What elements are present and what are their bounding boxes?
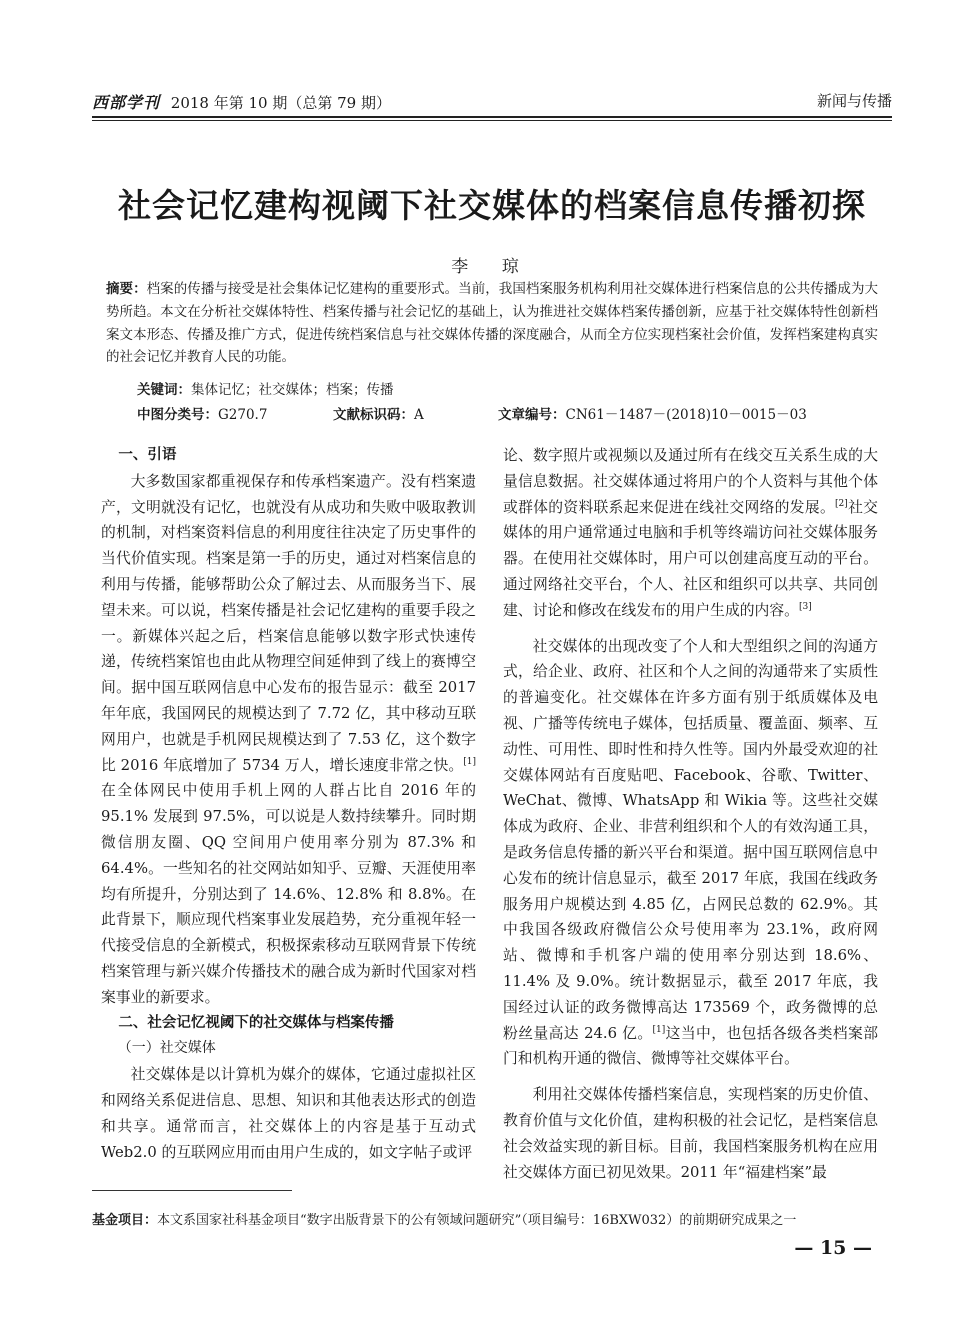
paragraph: 利用社交媒体传播档案信息，实现档案的历史价值、教育价值与文化价值，建构积极的社会记忆，是档案信息社会效益实现的新目标。目前，我国档案服务机构在应用社交媒体方面已初见效果。2011 年“福建档案”最: [503, 1086, 878, 1181]
paragraph: [503, 443, 878, 624]
article-author: 李 琼: [451, 257, 533, 277]
section-name: 新闻与传播: [816, 92, 892, 110]
keywords-text: 集体记忆；社交媒体；档案；传播: [191, 382, 394, 398]
funding-footnote: [92, 1209, 796, 1228]
article-title: 社会记忆建构视阈下社交媒体的档案信息传播初探: [118, 186, 866, 225]
paragraph-text: 这当中，也包括各级各类档案部门和机构开通的微信、微博等社交媒体平台。: [503, 1024, 878, 1068]
keywords-label: 关键词：: [137, 382, 191, 398]
issue-info: 2018 年第 10 期（总第 79 期）: [170, 94, 391, 112]
journal-issue-line: [92, 90, 391, 113]
keywords: [137, 378, 394, 398]
article-number: [498, 403, 807, 423]
article-meta: [137, 403, 897, 425]
clc-value: G270.7: [218, 407, 268, 423]
doc-code-label: 文献标识码：: [333, 407, 414, 423]
header-rule-thick: [92, 116, 892, 118]
abstract-label: 摘要：: [106, 281, 147, 297]
paragraph: 社交媒体是以计算机为媒介的媒体，它通过虚拟社区和网络关系促进信息、思想、知识和其他表达形式的创造和共享。通常而言，社交媒体上的内容是基于互动式 Web2.0 的互联网应用而由用户生成的，如文字帖子或评: [101, 1066, 476, 1161]
funding-label: 基金项目：: [92, 1213, 158, 1228]
article-no-value: CN61－1487－(2018)10－0015－03: [565, 407, 807, 423]
citation-ref: [2]: [835, 498, 848, 509]
running-head: [92, 86, 892, 116]
paragraph-text: 社交媒体的出现改变了个人和大型组织之间的沟通方式，给企业、政府、社区和个人之间的沟通带来了实质性的普遍变化。社交媒体在许多方面有别于纸质媒体及电视、广播等传统电子媒体，包括质量、覆盖面、频率、互动性、可用性、即时性和持久性等。国内外最受欢迎的社交媒体网站有百度贴吧、Facebook、谷歌、Twitter、WeChat、微博、WhatsApp 和 Wikia 等。这些社交媒体成为政府、企业、非营利组织和个人的有效沟通工具，是政务信息传播的新兴平台和渠道。据中国互联网信息中心发布的统计信息显示，截至 2017 年底，我国在线政务服务用户规模达到 4.85 亿，占网民总数的 62.9%。其中我国各级政府微信公众号使用率为 23.1%，政府网站、微博和手机客户端的使用率分别达到 18.6%、11.4% 及 9.0%。统计数据显示，截至 2017 年底，我国经过认证的政务微博高达 173569 个，政务微博的总粉丝量高达 24.6 亿。: [503, 637, 878, 1042]
document-code: [333, 403, 424, 423]
funding-text: 本文系国家社科基金项目“数字出版背景下的公有领域问题研究”（项目编号：16BXW032）的前期研究成果之一: [157, 1213, 797, 1228]
paragraph-text: 大多数国家都重视保存和传承档案遗产。没有档案遗产，文明就没有记忆，也就没有从成功和失败中吸取教训的机制，对档案资料信息的利用度往往决定了历史事件的当代价值实现。档案是第一手的历史，通过对档案信息的利用与传播，能够帮助公众了解过去、从而服务当下、展望未来。可以说，档案传播是社会记忆建构的重要手段之一。新媒体兴起之后，档案信息能够以数字形式快速传递，传统档案馆也由此从物理空间延伸到了线上的赛博空间。据中国互联网信息中心发布的报告显示：截至 2017 年年底，我国网民的规模达到了 7.72 亿，其中移动互联网用户，也就是手机网民规模达到了 7.53 亿，这个数字比 2016 年底增加了 5734 万人，增长速度非常之快。: [101, 472, 476, 774]
body-column-left: [101, 443, 476, 1165]
subsection-heading-social-media: （一）社交媒体: [117, 1040, 216, 1057]
page-number: — 15 —: [794, 1237, 872, 1259]
section-heading-intro: 一、引语: [118, 447, 177, 463]
paragraph-text: 社交媒体的用户通常通过电脑和手机等终端访问社交媒体服务器。在使用社交媒体时，用户可以创建高度互动的平台。通过网络社交平台，个人、社区和组织可以共享、共同创建、讨论和修改在线发布的用户生成的内容。: [503, 498, 878, 619]
paragraph-text: 在全体网民中使用手机上网的人群占比自 2016 年的 95.1% 发展到 97.5%，可以说是人数持续攀升。同时期微信朋友圈、QQ 空间用户使用率分别为 87.3% 和 64.4%。一些知名的社交网站如知乎、豆瓣、天涯使用率均有所提升，分别达到了 14.6%、12.8% 和 8.8%。在此背景下，顺应现代档案事业发展趋势，充分重视年轻一代接受信息的全新模式，积极探索移动互联网背景下传统档案管理与新兴媒介传播技术的融合成为新时代国家对档案事业的新要求。: [101, 782, 476, 1006]
citation-ref: [3]: [798, 601, 812, 612]
paragraph: [101, 469, 476, 1011]
header-rule-thin: [92, 120, 892, 121]
clc-number: [137, 403, 267, 423]
article-no-label: 文章编号：: [498, 407, 566, 423]
body-column-right: [503, 443, 878, 1185]
citation-ref: [1]: [463, 756, 476, 767]
doc-code-value: A: [414, 407, 424, 423]
paragraph: [503, 634, 878, 1073]
section-heading-2: 二、社会记忆视阈下的社交媒体与档案传播: [118, 1014, 394, 1031]
citation-ref: [1]: [652, 1024, 666, 1035]
clc-label: 中图分类号：: [137, 407, 218, 423]
abstract: [106, 278, 878, 369]
footnote-rule: [92, 1190, 292, 1191]
journal-name: 西部学刊: [92, 93, 161, 112]
paragraph-text: 论、数字照片或视频以及通过所有在线交互关系生成的大量信息数据。社交媒体通过将用户的个人资料与其他个体或群体的资料联系起来促进在线社交网络的发展。: [503, 447, 878, 516]
abstract-text: 档案的传播与接受是社会集体记忆建构的重要形式。当前，我国档案服务机构利用社交媒体进行档案信息的公共传播成为大势所趋。本文在分析社交媒体特性、档案传播与社会记忆的基础上，认为推进社交媒体档案传播创新，应基于社交媒体特性创新档案文本形态、传播及推广方式，促进传统档案信息与社交媒体传播的深度融合，从而全方位实现档案社会价值，发挥档案建构真实的社会记忆并教育人民的功能。: [106, 281, 879, 366]
